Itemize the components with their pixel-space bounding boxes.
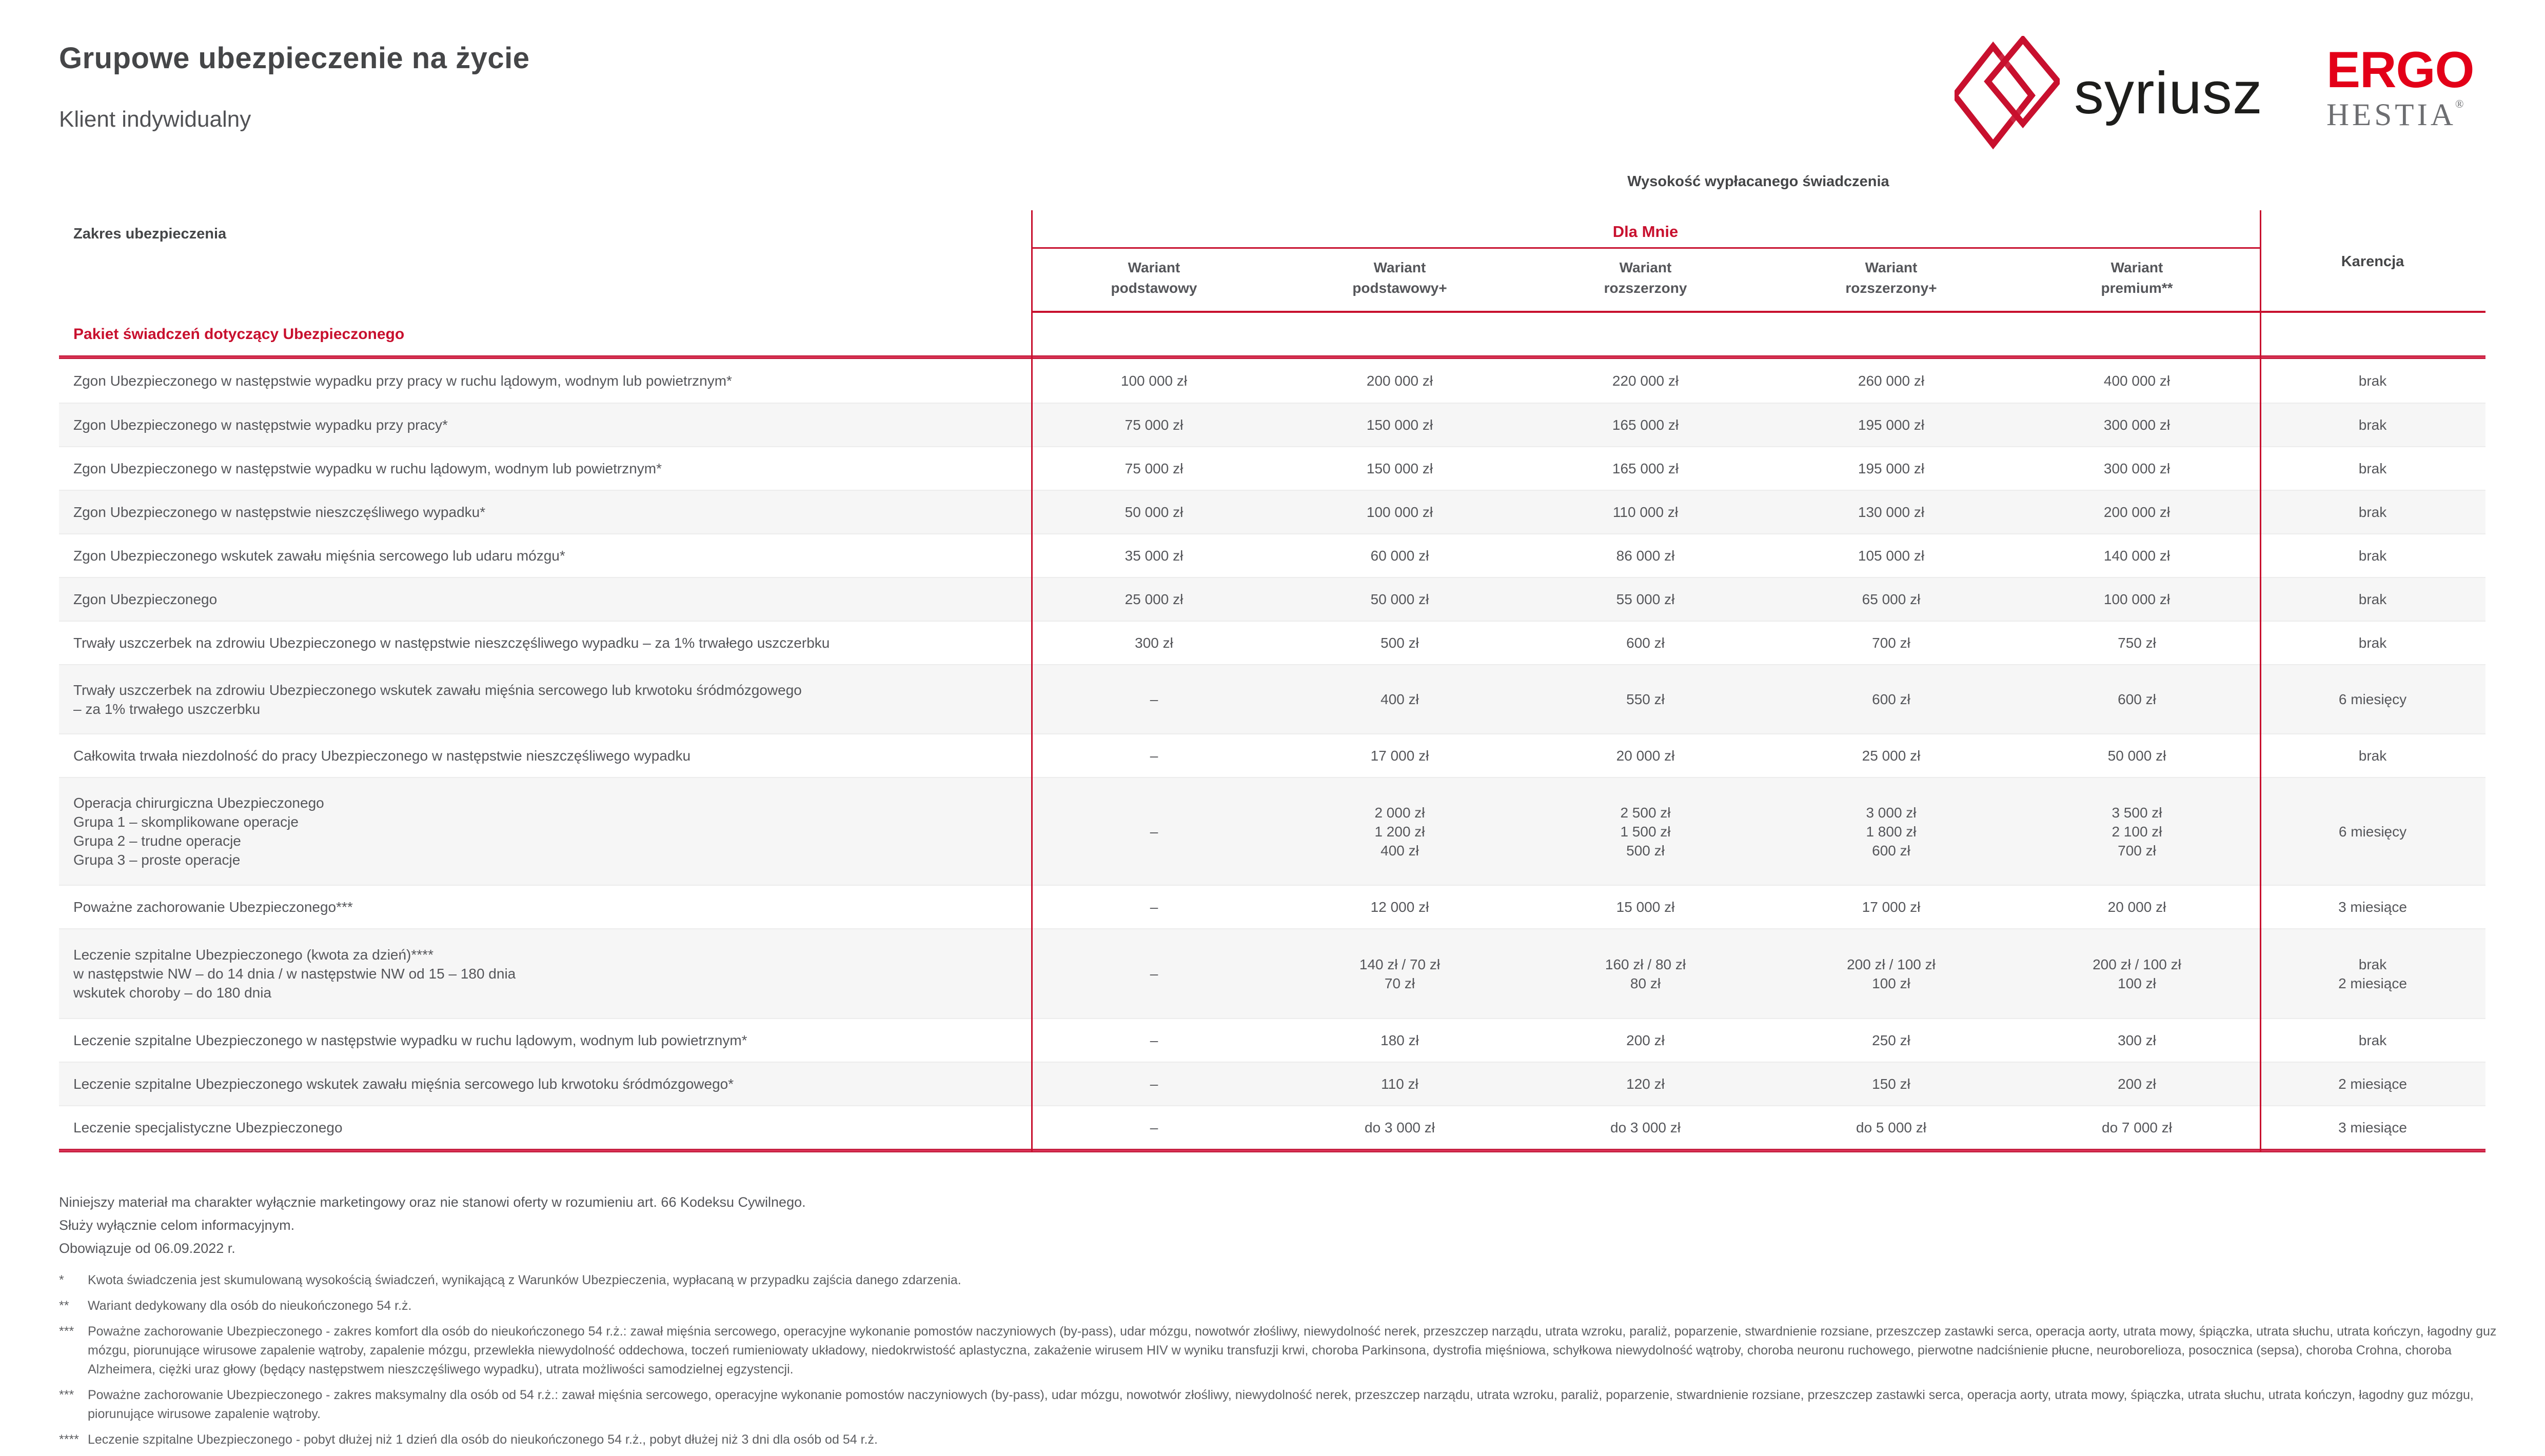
cell-value: 110 000 zł bbox=[1612, 504, 1679, 520]
table-row bbox=[59, 664, 2485, 733]
footnotes bbox=[59, 1271, 2521, 1456]
cell-value: 17 000 zł bbox=[1862, 899, 1921, 915]
cell-value: 55 000 zł bbox=[1616, 591, 1675, 607]
footnote-item bbox=[59, 1430, 2521, 1449]
table-row bbox=[59, 577, 2485, 621]
cell-value: 195 000 zł bbox=[1858, 461, 1925, 476]
cell-value: 180 zł bbox=[1380, 1032, 1419, 1048]
cell-value: 160 zł / 80 zł 80 zł bbox=[1605, 956, 1686, 991]
table-row bbox=[59, 403, 2485, 446]
cell-value: 200 000 zł bbox=[1366, 373, 1433, 389]
disclaimer bbox=[59, 1191, 806, 1260]
footnote-text: Poważne zachorowanie Ubezpieczonego - zakres maksymalny dla osób od 54 r.ż.: zawał mięśnia sercowego, operacyjne wykonanie pomostów naczyniowych (by-pass), udar mózgu, nowotwór złośliwy, niewydolność nerek, przeszczep narządu, utrata wzroku, paraliż, poparzenie, stwardnienie rozsiane, przeszczep zastawki serca, operacja aorty, utrata mowy, śpiączka, utrata słuchu, utrata kończyn, łagodny guz mózgu, piorunujące wirusowe zapalenie wątroby. bbox=[88, 1388, 2474, 1421]
cell-value: 3 500 zł 2 100 zł 700 zł bbox=[2112, 804, 2162, 859]
cell-value: 300 zł bbox=[2118, 1032, 2156, 1048]
ergo-hestia-logo bbox=[2326, 41, 2487, 139]
group-header-dla-mnie: Dla Mnie bbox=[1612, 223, 1679, 241]
cell-karencja: 6 miesięcy bbox=[2338, 691, 2407, 707]
registered-mark: ® bbox=[2455, 97, 2464, 110]
cell-karencja: brak bbox=[2358, 461, 2387, 476]
cell-karencja: brak bbox=[2358, 748, 2387, 764]
cell-value: 260 000 zł bbox=[1858, 373, 1925, 389]
cell-value: 600 zł bbox=[1626, 635, 1665, 651]
cell-value: 600 zł bbox=[1872, 691, 1910, 707]
cell-karencja: brak bbox=[2358, 417, 2387, 433]
cell-value: 130 000 zł bbox=[1858, 504, 1925, 520]
table-header bbox=[59, 210, 2485, 313]
cell-value: – bbox=[1150, 691, 1158, 707]
table-row bbox=[59, 733, 2485, 777]
cell-value: 20 000 zł bbox=[2107, 899, 2166, 915]
footnote-marker: * bbox=[59, 1273, 64, 1287]
cell-value: 195 000 zł bbox=[1858, 417, 1925, 433]
cell-value: 100 000 zł bbox=[2103, 591, 2171, 607]
row-label: Zgon Ubezpieczonego wskutek zawału mięśnia sercowego lub udaru mózgu* bbox=[73, 548, 565, 564]
row-label: Zgon Ubezpieczonego w następstwie wypadku przy pracy w ruchu lądowym, wodnym lub powietrznym* bbox=[73, 373, 732, 389]
cell-value: 100 000 zł bbox=[1120, 373, 1188, 389]
footnote-text: Wariant dedykowany dla osób do nieukończonego 54 r.ż. bbox=[88, 1299, 412, 1313]
column-divider-line bbox=[1031, 210, 1033, 1152]
table-row bbox=[59, 446, 2485, 490]
syriusz-wordmark: syriusz bbox=[2074, 59, 2263, 126]
table-row bbox=[59, 359, 2485, 403]
cell-value: 500 zł bbox=[1380, 635, 1419, 651]
row-label: Poważne zachorowanie Ubezpieczonego*** bbox=[73, 899, 353, 915]
cell-value: 50 000 zł bbox=[2107, 748, 2166, 764]
footnote-text: Kwota świadczenia jest skumulowaną wysokością świadczeń, wynikającą z Warunków Ubezpieczenia, wypłacaną w przypadku zajścia danego zdarzenia. bbox=[88, 1273, 961, 1287]
page-subtitle: Klient indywidualny bbox=[59, 107, 251, 132]
table-row bbox=[59, 885, 2485, 928]
footnote-item bbox=[59, 1322, 2521, 1379]
row-label: Leczenie specjalistyczne Ubezpieczonego bbox=[73, 1120, 343, 1135]
cell-value: 110 zł bbox=[1381, 1076, 1418, 1092]
cell-value: 140 000 zł bbox=[2103, 548, 2171, 564]
cell-value: do 7 000 zł bbox=[2102, 1120, 2172, 1135]
row-label: Operacja chirurgiczna Ubezpieczonego Grupa 1 – skomplikowane operacje Grupa 2 – trudne operacje Grupa 3 – proste operacje bbox=[73, 795, 324, 868]
footnote-text: Poważne zachorowanie Ubezpieczonego - zakres komfort dla osób do nieukończonego 54 r.ż.: zawał mięśnia sercowego, operacyjne wykonanie pomostów naczyniowych (by-pass), udar mózgu, nowotwór złośliwy, niewydolność nerek, przeszczep narządu, utrata wzroku, paraliż, poparzenie, stwardnienie rozsiane, przeszczep zastawki serca, operacja aorty, utrata mowy, śpiączka, utrata słuchu, utrata kończyn, łagodny guz mózgu, piorunujące wirusowe zapalenie wątroby, zapalenie mózgu, przewlekła niewydolność oddechowa, toczeń rumieniowaty układowy, niedokrwistość aplastyczna, zakażenie wirusem HIV w wyniku transfuzji krwi, choroba Parkinsona, dystrofia mięśniowa, schyłkowa niewydolność wątroby, choroba neuronu ruchowego, pierwotne nadciśnienie płucne, neuroborelioza, posocznica (sepsa), choroba Crohna, choroba Alzheimera, ciężki uraz głowy (będący następstwem nieszczęśliwego wypadku), utrata możliwości samodzielnej egzystencji. bbox=[88, 1324, 2497, 1377]
cell-value: 25 000 zł bbox=[1862, 748, 1921, 764]
divider-line bbox=[59, 1149, 2485, 1152]
cell-karencja: brak bbox=[2358, 373, 2387, 389]
cell-karencja: 2 miesiące bbox=[2338, 1076, 2407, 1092]
cell-value: 105 000 zł bbox=[1858, 548, 1925, 564]
variant-column-header: Wariant rozszerzony+ bbox=[1845, 260, 1937, 296]
syriusz-logo bbox=[1955, 36, 2263, 150]
row-label: Trwały uszczerbek na zdrowiu Ubezpieczonego wskutek zawału mięśnia sercowego lub krwotoku śródmózgowego – za 1% trwałego uszczerbku bbox=[73, 682, 802, 717]
cell-value: – bbox=[1150, 823, 1158, 840]
table-row bbox=[59, 533, 2485, 577]
row-label: Leczenie szpitalne Ubezpieczonego (kwota za dzień)**** w następstwie NW – do 14 dnia / w następstwie NW od 15 – 180 dnia wskutek choroby – do 180 dnia bbox=[73, 947, 516, 1001]
cell-value: 750 zł bbox=[2118, 635, 2156, 651]
divider-line bbox=[1031, 247, 2260, 249]
cell-value: 20 000 zł bbox=[1616, 748, 1675, 764]
row-label: Zgon Ubezpieczonego w następstwie wypadku w ruchu lądowym, wodnym lub powietrznym* bbox=[73, 461, 662, 476]
cell-value: 220 000 zł bbox=[1612, 373, 1679, 389]
row-label: Zgon Ubezpieczonego w następstwie wypadku przy pracy* bbox=[73, 417, 448, 433]
disclaimer-line: Obowiązuje od 06.09.2022 r. bbox=[59, 1241, 235, 1256]
cell-value: 2 500 zł 1 500 zł 500 zł bbox=[1620, 804, 1671, 859]
cell-value: 15 000 zł bbox=[1616, 899, 1675, 915]
cell-value: 700 zł bbox=[1872, 635, 1910, 651]
table-row bbox=[59, 1062, 2485, 1105]
cell-value: 140 zł / 70 zł 70 zł bbox=[1359, 956, 1441, 991]
cell-value: 100 000 zł bbox=[1366, 504, 1433, 520]
cell-value: 75 000 zł bbox=[1124, 461, 1183, 476]
cell-value: 165 000 zł bbox=[1612, 417, 1679, 433]
cell-value: 300 000 zł bbox=[2103, 417, 2171, 433]
row-label: Trwały uszczerbek na zdrowiu Ubezpieczonego w następstwie nieszczęśliwego wypadku – za 1% trwałego uszczerbku bbox=[73, 635, 830, 651]
syriusz-diamond-icon bbox=[1955, 36, 2060, 150]
benefit-amount-header: Wysokość wypłacanego świadczenia bbox=[1627, 173, 1889, 190]
cell-value: 60 000 zł bbox=[1370, 548, 1429, 564]
cell-karencja: 3 miesiące bbox=[2338, 899, 2407, 915]
cell-value: do 5 000 zł bbox=[1856, 1120, 1926, 1135]
cell-value: do 3 000 zł bbox=[1365, 1120, 1435, 1135]
variant-column-header: Wariant podstawowy+ bbox=[1352, 260, 1447, 296]
row-label: Zgon Ubezpieczonego w następstwie nieszczęśliwego wypadku* bbox=[73, 504, 486, 520]
cell-value: 120 zł bbox=[1626, 1076, 1665, 1092]
section-header: Pakiet świadczeń dotyczący Ubezpieczonego bbox=[73, 325, 405, 343]
cell-value: 200 000 zł bbox=[2103, 504, 2171, 520]
footnote-marker: *** bbox=[59, 1324, 74, 1339]
section-header-row bbox=[59, 313, 2485, 355]
table-row bbox=[59, 928, 2485, 1018]
ergo-wordmark: ERGO bbox=[2326, 41, 2474, 98]
footnote-marker: **** bbox=[59, 1432, 79, 1447]
scope-column-header: Zakres ubezpieczenia bbox=[73, 226, 227, 242]
cell-karencja: brak bbox=[2358, 635, 2387, 651]
cell-karencja: 6 miesięcy bbox=[2338, 823, 2407, 840]
cell-value: 65 000 zł bbox=[1862, 591, 1921, 607]
variant-column-header: Wariant premium** bbox=[2101, 260, 2173, 296]
footnote-marker: ** bbox=[59, 1299, 69, 1313]
disclaimer-line: Służy wyłącznie celom informacyjnym. bbox=[59, 1218, 295, 1233]
cell-value: 35 000 zł bbox=[1124, 548, 1183, 564]
cell-value: 300 zł bbox=[1135, 635, 1173, 651]
variant-column-header: Wariant rozszerzony bbox=[1604, 260, 1687, 296]
table-row bbox=[59, 490, 2485, 533]
row-label: Leczenie szpitalne Ubezpieczonego w następstwie wypadku w ruchu lądowym, wodnym lub powietrznym* bbox=[73, 1032, 747, 1048]
cell-value: 200 zł / 100 zł 100 zł bbox=[2093, 956, 2181, 991]
cell-value: 2 000 zł 1 200 zł 400 zł bbox=[1374, 804, 1425, 859]
cell-value: 25 000 zł bbox=[1124, 591, 1183, 607]
cell-value: 17 000 zł bbox=[1370, 748, 1429, 764]
cell-value: – bbox=[1150, 966, 1158, 982]
cell-value: 75 000 zł bbox=[1124, 417, 1183, 433]
cell-value: 50 000 zł bbox=[1370, 591, 1429, 607]
divider-line bbox=[1031, 311, 2485, 313]
row-label: Leczenie szpitalne Ubezpieczonego wskutek zawału mięśnia sercowego lub krwotoku śródmózgowego* bbox=[73, 1076, 734, 1092]
benefits-table bbox=[59, 210, 2485, 1152]
cell-karencja: brak 2 miesiące bbox=[2338, 956, 2407, 991]
cell-value: 165 000 zł bbox=[1612, 461, 1679, 476]
cell-value: 150 000 zł bbox=[1366, 461, 1433, 476]
divider-line bbox=[59, 355, 2485, 359]
footnote-item bbox=[59, 1386, 2521, 1424]
table-row bbox=[59, 1105, 2485, 1149]
cell-karencja: brak bbox=[2358, 548, 2387, 564]
cell-value: 250 zł bbox=[1872, 1032, 1910, 1048]
cell-value: – bbox=[1150, 1032, 1158, 1048]
footnote-text: Leczenie szpitalne Ubezpieczonego - pobyt dłużej niż 1 dzień dla osób do nieukończonego 54 r.ż., pobyt dłużej niż 3 dni dla osób od 54 r.ż. bbox=[88, 1432, 878, 1447]
cell-value: 200 zł / 100 zł 100 zł bbox=[1847, 956, 1936, 991]
cell-karencja: brak bbox=[2358, 591, 2387, 607]
cell-value: 600 zł bbox=[2118, 691, 2156, 707]
column-divider-line bbox=[2260, 210, 2261, 1152]
cell-value: 400 000 zł bbox=[2103, 373, 2171, 389]
cell-value: – bbox=[1150, 1120, 1158, 1135]
table-row bbox=[59, 621, 2485, 664]
cell-karencja: brak bbox=[2358, 504, 2387, 520]
cell-value: 200 zł bbox=[1626, 1032, 1665, 1048]
row-label: Zgon Ubezpieczonego bbox=[73, 591, 218, 607]
cell-karencja: brak bbox=[2358, 1032, 2387, 1048]
hestia-wordmark: HESTIA® bbox=[2326, 97, 2464, 132]
cell-value: 12 000 zł bbox=[1370, 899, 1429, 915]
cell-value: 3 000 zł 1 800 zł 600 zł bbox=[1866, 804, 1917, 859]
variant-column-header: Wariant podstawowy bbox=[1111, 260, 1197, 296]
cell-value: – bbox=[1150, 1076, 1158, 1092]
table-body bbox=[59, 359, 2485, 1149]
cell-value: 50 000 zł bbox=[1124, 504, 1183, 520]
cell-value: – bbox=[1150, 748, 1158, 764]
cell-value: 400 zł bbox=[1380, 691, 1419, 707]
cell-value: 300 000 zł bbox=[2103, 461, 2171, 476]
cell-value: 150 zł bbox=[1872, 1076, 1910, 1092]
page-title: Grupowe ubezpieczenie na życie bbox=[59, 42, 530, 75]
karencja-column-header: Karencja bbox=[2341, 253, 2404, 270]
cell-karencja: 3 miesiące bbox=[2338, 1120, 2407, 1135]
disclaimer-line: Niniejszy materiał ma charakter wyłącznie marketingowy oraz nie stanowi oferty w rozumieniu art. 66 Kodeksu Cywilnego. bbox=[59, 1194, 806, 1210]
footnote-item bbox=[59, 1271, 2521, 1290]
cell-value: 150 000 zł bbox=[1366, 417, 1433, 433]
table-row bbox=[59, 1018, 2485, 1062]
cell-value: 200 zł bbox=[2118, 1076, 2156, 1092]
variant-headers-row bbox=[1031, 257, 2260, 298]
footnote-item bbox=[59, 1297, 2521, 1315]
row-label: Całkowita trwała niezdolność do pracy Ubezpieczonego w następstwie nieszczęśliwego wypadku bbox=[73, 748, 691, 764]
cell-value: do 3 000 zł bbox=[1610, 1120, 1681, 1135]
table-row bbox=[59, 777, 2485, 885]
footnote-marker: *** bbox=[59, 1388, 74, 1402]
cell-value: – bbox=[1150, 899, 1158, 915]
cell-value: 86 000 zł bbox=[1616, 548, 1675, 564]
cell-value: 550 zł bbox=[1626, 691, 1665, 707]
